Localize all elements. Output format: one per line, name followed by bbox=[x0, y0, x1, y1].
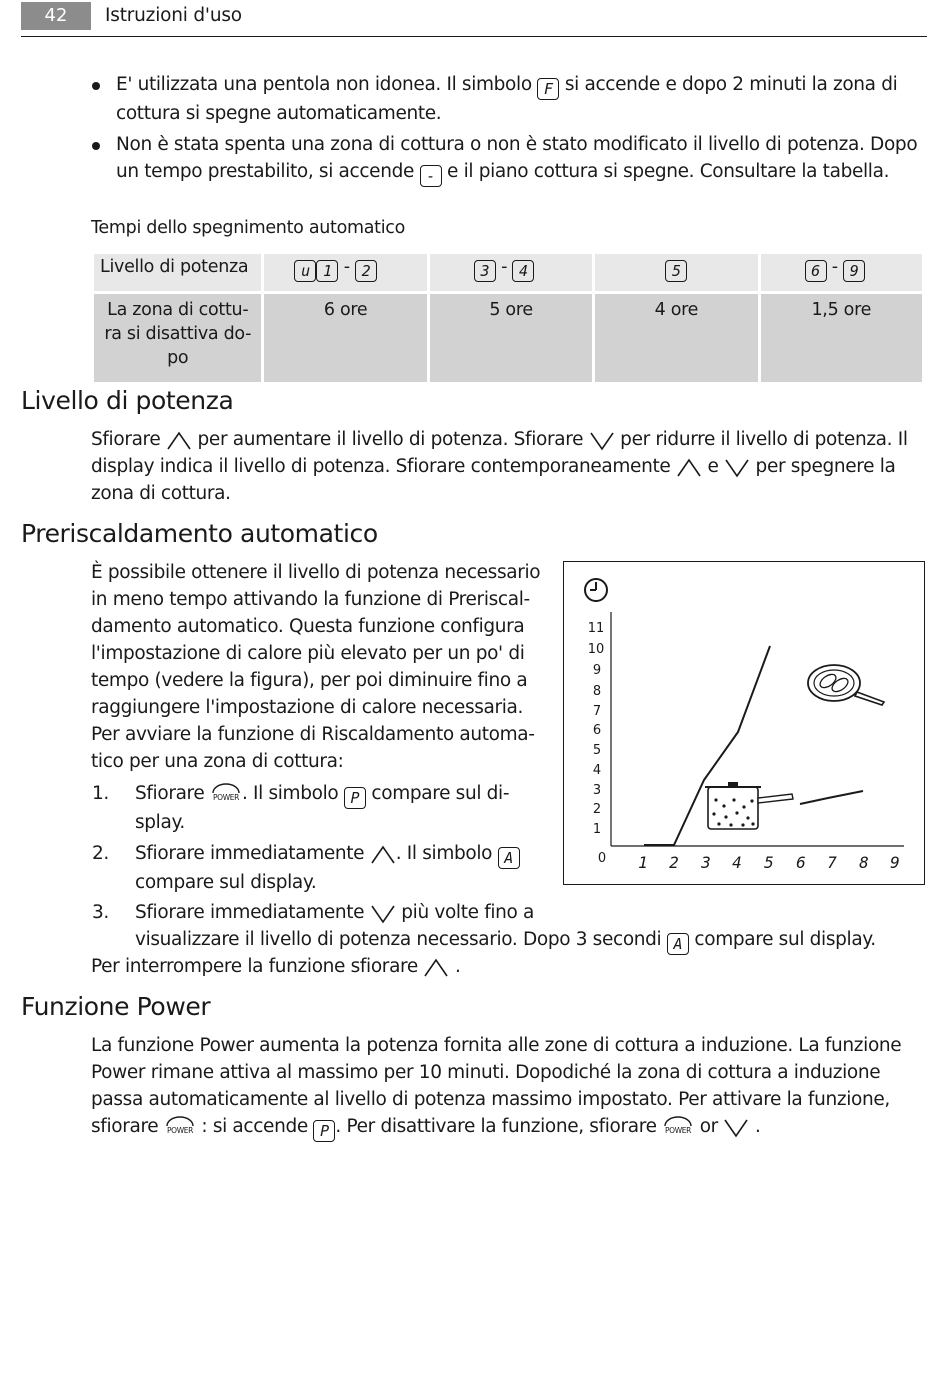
display-symbol-a: A bbox=[498, 847, 520, 869]
y-tick-label: 2 bbox=[592, 802, 602, 817]
x-tick-label: 7 bbox=[827, 853, 837, 872]
table-cell: 3 - 4 bbox=[428, 253, 593, 293]
x-tick-label: 9 bbox=[890, 853, 900, 872]
list-item: 3. Sfiorare immediatamente più volte fino a visualizzare il livello di potenza necessario. Dopo 3 secondi A compare sul display. bbox=[92, 902, 876, 953]
display-symbol-a: A bbox=[667, 933, 689, 955]
y-tick-label: 1 bbox=[592, 822, 602, 837]
bullet-item: Non è stata spenta una zona di cottura o non è stato modificato il livello di potenza. Dopo un tempo prestabilito, si accende - e il piano cottura si spegne. Consultare la tabella. bbox=[92, 131, 922, 187]
down-arrow-icon bbox=[370, 902, 396, 924]
up-arrow-icon bbox=[370, 843, 396, 865]
y-tick-label: 7 bbox=[592, 704, 602, 719]
origin-label: 0 bbox=[597, 851, 607, 866]
x-tick-label: 5 bbox=[764, 853, 774, 872]
section-title: Funzione Power bbox=[21, 992, 211, 1021]
y-tick-label: 3 bbox=[592, 783, 602, 798]
y-tick-label: 6 bbox=[592, 723, 602, 738]
table-row bbox=[93, 253, 924, 293]
svg-text:POWER: POWER bbox=[212, 793, 240, 802]
bullet-dot bbox=[92, 142, 100, 150]
page-number: 42 bbox=[21, 2, 91, 30]
x-tick-label: 2 bbox=[669, 853, 679, 872]
power-icon bbox=[210, 782, 242, 806]
table-cell: 6 ore bbox=[263, 293, 428, 384]
y-tick-label: 9 bbox=[592, 663, 602, 678]
table-header-cell: Livello di potenza bbox=[93, 253, 263, 293]
y-tick-label: 11 bbox=[587, 621, 605, 636]
table-header-cell: La zona di cottu- ra si disattiva do- po bbox=[93, 293, 263, 384]
list-item: 2. Sfiorare immediatamente . Il simbolo A compare sul display. bbox=[92, 840, 532, 896]
section-paragraph: È possibile ottenere il livello di potenza necessario in meno tempo attivando la funzione di Preriscal- damento automatico. Questa funzione configura l'impostazione di calore più elevato per un po' di tempo (vedere la figura), per poi diminuire fino a raggiungere l'impostazione di calore necessaria. Per avviare la funzione di Riscaldamento automa- tico per una zona di cottura: bbox=[91, 562, 541, 772]
table-cell: 1,5 ore bbox=[759, 293, 923, 384]
x-tick-label: 3 bbox=[701, 853, 711, 872]
list-item: 1. Sfiorare POWER . Il simbolo P compare sul di- splay. bbox=[92, 783, 510, 833]
display-symbol-p: P bbox=[313, 1120, 335, 1142]
y-tick-label: 10 bbox=[587, 642, 605, 657]
down-arrow-icon bbox=[724, 456, 750, 478]
y-tick-label: 4 bbox=[592, 763, 602, 778]
section-title: Preriscaldamento automatico bbox=[21, 519, 378, 548]
preheat-graph bbox=[564, 562, 923, 883]
display-symbol-f: F bbox=[537, 78, 559, 100]
table-cell: 6 - 9 bbox=[759, 253, 923, 293]
bullet-dot bbox=[92, 82, 100, 90]
table-caption: Tempi dello spegnimento automatico bbox=[91, 218, 406, 238]
power-icon bbox=[662, 1115, 694, 1139]
up-arrow-icon bbox=[423, 956, 449, 978]
display-symbol-dash: - bbox=[420, 165, 442, 187]
header-title: Istruzioni d'uso bbox=[105, 5, 242, 26]
x-tick-label: 8 bbox=[859, 853, 869, 872]
x-tick-label: 1 bbox=[638, 853, 648, 872]
clock-icon bbox=[585, 579, 607, 601]
table-cell: 5 bbox=[594, 253, 759, 293]
auto-off-table bbox=[91, 251, 925, 385]
section-paragraph: Sfiorare per aumentare il livello di potenza. Sfiorare per ridurre il livello di potenza. Il display indica il livello di potenza. Sfiorare contemporaneamente e per spegnere la zona di cottura. bbox=[91, 429, 908, 504]
table-cell: 5 ore bbox=[428, 293, 593, 384]
table-row bbox=[93, 293, 924, 384]
bullet-item: E' utilizzata una pentola non idonea. Il simbolo F si accende e dopo 2 minuti la zona di cottura si spegne automaticamente. bbox=[92, 71, 922, 127]
svg-text:POWER: POWER bbox=[665, 1126, 692, 1135]
section-paragraph: La funzione Power aumenta la potenza fornita alle zone di cottura a induzione. La funzione Power rimane attiva al massimo per 10 minuti. Dopodiché la zona di cottura a induzione passa automaticamente al livello di potenza massimo impostato. Per attivare la funzione, sfiorare POWER : si accende P . Per disattivare la funzione, sfiorare POWER or . bbox=[91, 1035, 902, 1140]
preheat-figure bbox=[563, 561, 925, 885]
up-arrow-icon bbox=[166, 429, 192, 451]
page-header bbox=[21, 0, 927, 37]
x-tick-label: 6 bbox=[796, 853, 806, 872]
down-arrow-icon bbox=[723, 1116, 749, 1138]
pot-icon bbox=[705, 782, 793, 829]
section-title: Livello di potenza bbox=[21, 386, 234, 415]
table-cell: u 1 - 2 bbox=[263, 253, 428, 293]
power-icon bbox=[164, 1115, 196, 1139]
interrupt-note: Per interrompere la funzione sfiorare . bbox=[91, 956, 461, 977]
hold-curve bbox=[800, 791, 863, 804]
down-arrow-icon bbox=[589, 429, 615, 451]
y-tick-label: 5 bbox=[592, 743, 602, 758]
table-cell: 4 ore bbox=[594, 293, 759, 384]
up-arrow-icon bbox=[676, 456, 702, 478]
svg-text:POWER: POWER bbox=[166, 1126, 193, 1135]
x-tick-label: 4 bbox=[732, 853, 742, 872]
frying-pan-icon bbox=[808, 665, 884, 705]
y-tick-label: 8 bbox=[592, 684, 602, 699]
display-symbol-p: P bbox=[344, 787, 366, 809]
